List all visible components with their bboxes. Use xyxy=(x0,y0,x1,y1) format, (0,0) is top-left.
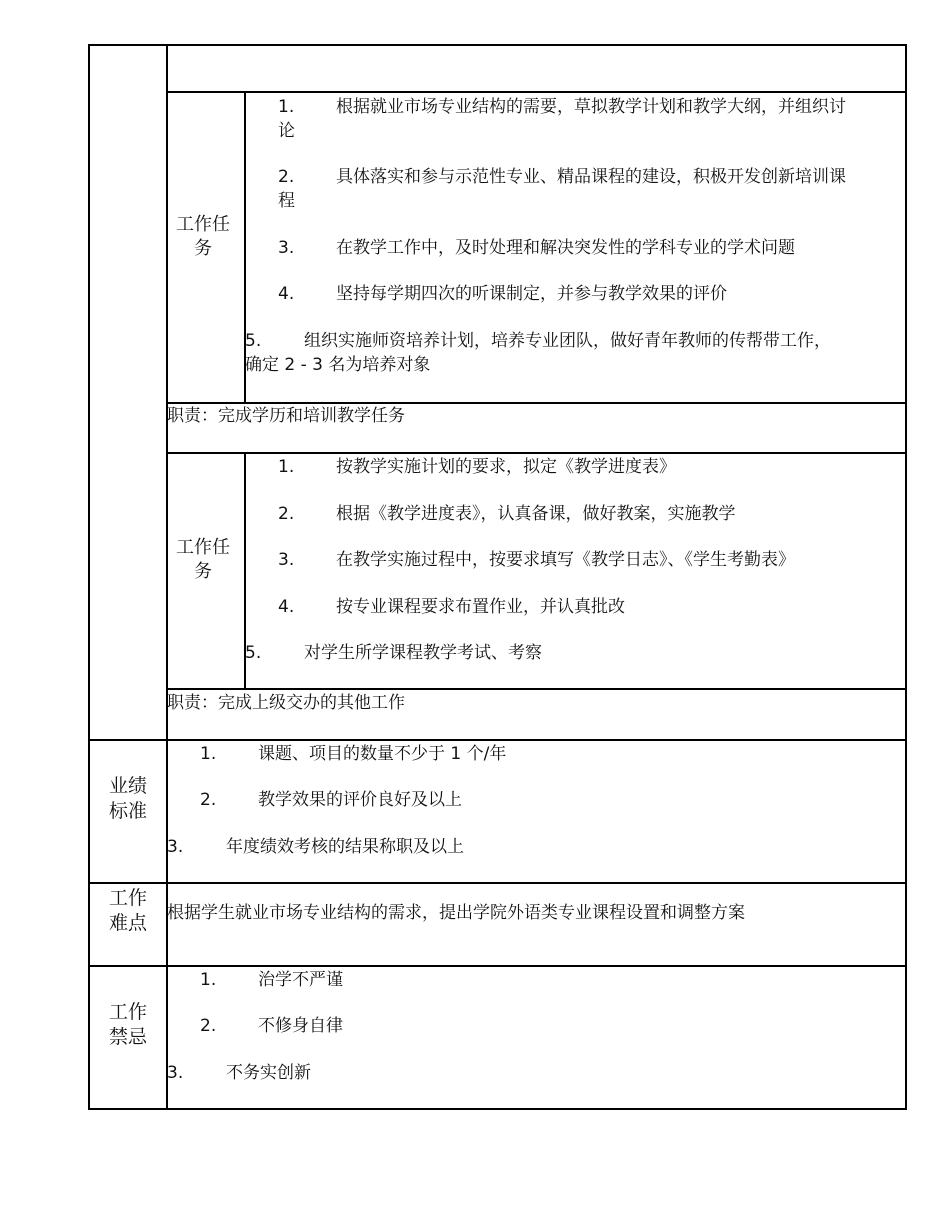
item-text: 课题、项目的数量不少于 1 个/年 xyxy=(258,744,507,764)
list-item xyxy=(278,503,736,526)
table-border-left xyxy=(88,44,90,1109)
table-border-top xyxy=(88,44,907,46)
item-text: 坚持每学期四次的听课制定，并参与教学效果的评价 xyxy=(336,284,727,304)
list-item xyxy=(278,166,846,189)
row-divider xyxy=(88,739,907,741)
item-number: 4. xyxy=(278,284,295,304)
item-number: 5. xyxy=(245,331,262,351)
taboo-label: 工作禁忌 xyxy=(108,1001,147,1048)
duty-text: 职责：完成学历和培训教学任务 xyxy=(167,406,405,426)
item-text: 不修身自律 xyxy=(258,1016,343,1036)
item-number: 1. xyxy=(200,744,217,764)
task-label: 工作任务 xyxy=(176,214,230,259)
item-text: 对学生所学课程教学考试、考察 xyxy=(304,643,542,663)
list-item-continuation: 确定 2 - 3 名为培养对象 xyxy=(245,355,431,375)
item-number: 3. xyxy=(278,238,295,258)
item-text: 具体落实和参与示范性专业、精品课程的建设，积极开发创新培训课 xyxy=(336,167,846,187)
item-number: 1. xyxy=(278,97,295,117)
list-item xyxy=(278,237,795,260)
item-text: 不务实创新 xyxy=(226,1063,311,1083)
list-item xyxy=(245,642,542,665)
item-text: 按专业课程要求布置作业，并认真批改 xyxy=(336,597,625,617)
item-text: 根据就业市场专业结构的需要，草拟教学计划和教学大纲，并组织讨 xyxy=(336,97,846,117)
list-item xyxy=(167,1062,311,1085)
item-number: 4. xyxy=(278,597,295,617)
list-item xyxy=(278,596,625,619)
list-item xyxy=(200,1015,343,1038)
list-item xyxy=(245,330,831,353)
list-item xyxy=(167,836,464,859)
item-number: 2. xyxy=(278,504,295,524)
item-number: 2. xyxy=(200,790,217,810)
row-divider xyxy=(166,452,906,454)
item-number: 5. xyxy=(245,643,262,663)
item-text: 教学效果的评价良好及以上 xyxy=(258,790,462,810)
list-item-continuation: 论 xyxy=(278,121,295,141)
item-number: 3. xyxy=(167,837,184,857)
item-text: 按教学实施计划的要求，拟定《教学进度表》 xyxy=(336,457,676,477)
list-item xyxy=(278,549,795,572)
item-number: 1. xyxy=(278,457,295,477)
row-divider xyxy=(166,91,906,93)
item-text: 根据《教学进度表》，认真备课，做好教案，实施教学 xyxy=(336,504,736,524)
task-label: 工作任务 xyxy=(176,537,230,582)
performance-label: 业绩标准 xyxy=(108,775,147,822)
row-divider xyxy=(88,882,907,884)
item-number: 1. xyxy=(200,970,217,990)
list-item xyxy=(200,743,506,766)
list-item xyxy=(278,283,727,306)
list-item xyxy=(200,789,462,812)
list-item-continuation: 程 xyxy=(278,191,295,211)
list-item xyxy=(278,96,846,119)
item-text: 在教学工作中，及时处理和解决突发性的学科专业的学术问题 xyxy=(336,238,795,258)
item-text: 在教学实施过程中，按要求填写《教学日志》、《学生考勤表》 xyxy=(336,550,795,570)
item-text: 治学不严谨 xyxy=(258,970,343,990)
difficulty-label: 工作难点 xyxy=(108,887,147,934)
table-border-bottom xyxy=(88,1108,907,1110)
item-number: 2. xyxy=(200,1016,217,1036)
list-item xyxy=(200,969,343,992)
table-border-right xyxy=(905,44,907,1109)
difficulty-text: 根据学生就业市场专业结构的需求，提出学院外语类专业课程设置和调整方案 xyxy=(167,903,745,923)
item-text: 年度绩效考核的结果称职及以上 xyxy=(226,837,464,857)
item-number: 2. xyxy=(278,167,295,187)
row-divider xyxy=(166,402,906,404)
item-text: 组织实施师资培养计划，培养专业团队，做好青年教师的传帮带工作， xyxy=(304,331,831,351)
row-divider xyxy=(88,965,907,967)
row-divider xyxy=(166,688,906,690)
duty-text: 职责：完成上级交办的其他工作 xyxy=(167,693,405,713)
list-item xyxy=(278,456,676,479)
item-number: 3. xyxy=(167,1063,184,1083)
item-number: 3. xyxy=(278,550,295,570)
